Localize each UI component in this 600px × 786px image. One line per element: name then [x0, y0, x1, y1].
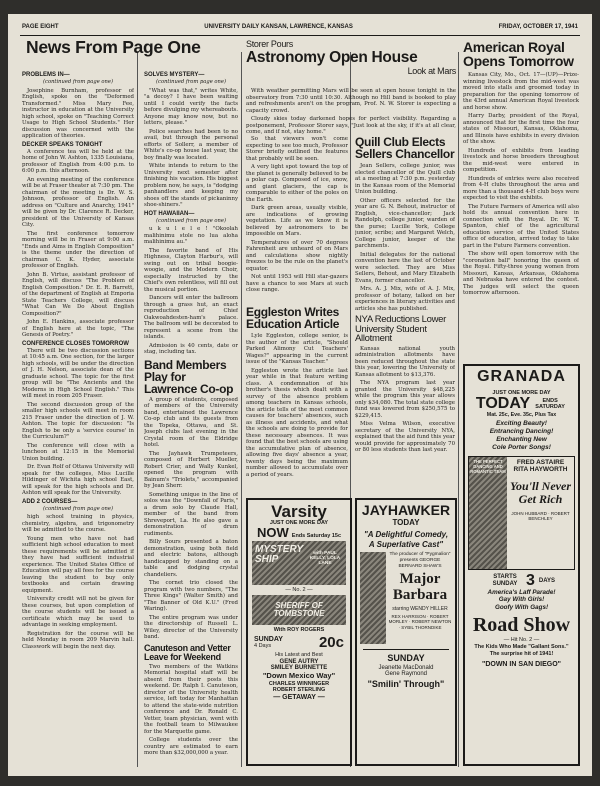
paragraph: Dark green areas, usually visible, are indications of growing vegetation. Life as we know it is believed by astronomers to be impossible on Mars.: [246, 205, 348, 237]
issue-date: FRIDAY, OCTOBER 17, 1941: [498, 24, 578, 30]
ad-line: His Latest and Best: [275, 652, 323, 658]
paragraph: College students over the country are estimated to earn more than $32,000,000 a year.: [144, 737, 238, 756]
story-headline: Quill Club Elects Sellers Chancellor: [355, 136, 455, 161]
paragraph: Initial delegates for the national convention here the last of October were selected. They are Miss Sellers, Behout, and Mary Elizabeth Evans, former chancellor.: [355, 251, 455, 284]
paragraph: Kansas national youth administration allotments have been reduced throughout the state this year, lowering the University of Kansas allotment to $13,376.: [355, 345, 455, 378]
ad-line: STARTS SUNDAY: [492, 573, 518, 587]
paragraph: Mrs. A. J. Mix, wife of A. J. Mix, professor of botany, talked on her experiences in literary activities and articles she has published.: [355, 286, 455, 312]
paragraph: The second discussion group of the smaller high schools will meet in room 215 Fraser under the direction of J. W. Ashton. The topic for discussion: "Is English to be only a 'service course' in the Curriculum?": [22, 401, 134, 440]
paragraph: Temperatures of over 70 degrees Fahrenheit are unheard of on Mars and calculations show nightly freezes to be the rule on the planet's equator.: [246, 239, 348, 272]
ad-line: DAYS: [538, 577, 556, 584]
theater-name: Varsity: [271, 502, 327, 521]
paragraph: John B. Virtue, assistant professor of English, will discuss "The Problem of English Composition." Dr. E. R. Barrett, of the department of English at Emporia State Teachers College, will discuss "What Can We Do About English Composition?": [22, 271, 134, 317]
film-title: "DOWN IN SAN DIEGO": [482, 660, 561, 668]
ad-slogan: "A Delightful Comedy, A Superlative Cast": [363, 530, 449, 549]
film-poster: [468, 456, 575, 570]
sunday-label: SUNDAY: [387, 653, 425, 664]
today-label: TODAY: [475, 395, 531, 412]
paragraph: The NYA program last year granted the University $48,225 while the program this year allows only $34,080. The total state college fund was lowered from $250,575 to $229,415.: [355, 380, 455, 419]
paragraph: University credit will not be given for these courses, but upon completion of the course students will be issued a certificate which may be used to advantage in seeking employment.: [22, 596, 134, 628]
story-subheading: DECKER SPEAKS TONIGHT: [22, 141, 103, 148]
story-headline: NYA Reductions Lower University Student Allotment: [355, 314, 446, 344]
paragraph: Dr. Evan Rolf of Ottawa University will speak for the colleges, Miss Lucille Hildinger of Wichita high school East, will speak for the high schools and Dr. Ashton will speak for the University.: [22, 464, 134, 496]
column-rule: [241, 52, 242, 767]
ad-tagline: Exciting Beauty!: [496, 420, 547, 427]
actor-photo: [360, 552, 386, 644]
paragraph: A very light spot toward the top of the planet is generally believed to be a polar cap. Composed of ice, snow, and giant glaciers, the cap is comparable to either of the poles on the Earth.: [246, 164, 348, 203]
ad-line: 4 Days: [254, 643, 272, 649]
ad-tagline: America's Laff Parade!: [487, 588, 556, 596]
story-heading: HOT HAWAIIAN—: [144, 210, 195, 217]
dancers-photo: [469, 457, 507, 569]
kicker: Storer Pours: [246, 39, 293, 49]
cast-line: FRED ASTAIRE RITA HAYWORTH: [513, 458, 568, 474]
cast-line: with PAUL KELLY, LOLA LANE: [309, 551, 341, 566]
paragraph: Billy Sours presented a baton demonstration, using both field and electric batons, although handicapped by standing on a table and dodging crystal chandeliers.: [144, 539, 238, 578]
story-deck: Look at Mars: [407, 65, 456, 76]
column-rule: [137, 52, 138, 767]
story-headline: Canuteson and Vetter Leave for Weekend: [144, 642, 231, 662]
paragraph: The favorite band of His Highness, Clayton Harbur's, will swing out on tribal boogie-woogie, and the Modern Choir, especially instructed by the Chief's own relentless, will fill out the musical portion.: [144, 247, 238, 293]
continued-line: (continued from page one): [156, 217, 226, 224]
column-4: [355, 136, 455, 492]
paragraph: The Jayhawk Trumpeteers, composed of Herbert Mueller, Robert Crier, and Wally Kunkel, opened the program with Bainum's "Triolets," accompanied by Jean Sherr.: [144, 450, 238, 489]
masthead-rule: [20, 35, 580, 36]
column-3-upper: [246, 136, 348, 302]
continued-line: (continued from page one): [43, 505, 113, 512]
theater-name: GRANADA: [477, 368, 566, 385]
paper-name: UNIVERSITY DAILY KANSAN, LAWRENCE, KANSAS: [204, 24, 353, 30]
column-rule: [458, 52, 459, 767]
ad-tagline: Entrancing Dancing!: [489, 428, 554, 436]
paragraph: The Future Farmers of America will also hold its annual convention here in connection with the Royal. Dr. W. T. Spanton, chief of the agricultural education service of the United States office of education, arrived today to take part in the Future Farmers convention.: [463, 203, 579, 249]
column-5: [463, 40, 579, 364]
cast-line: REX HARRISON · ROBERT MORLEY · ROBERT NEWTON · SYBIL THORNDIKE: [388, 613, 452, 630]
story-subheading: CONFERENCE CLOSES TOMORROW: [22, 340, 129, 347]
theater-name: JAYHAWKER: [361, 502, 451, 518]
astronomy-headline-block: [246, 40, 456, 76]
paragraph: So that viewers won't come expecting to see too much, Professor Storer briefly outlined the features that probably will be seen.: [246, 136, 348, 162]
paragraph: Other officers selected for the year are G. N. Behout, instructor of English, vice-chancellor; Jack Randolph, college junior, warden of the purse; Lucille York, College junior, scribe; and Margaret Welch, College junior, keeper of the parchments.: [355, 197, 455, 249]
varsity-theater-ad: [246, 498, 352, 766]
story-headline: American Royal Opens Tomorrow: [463, 40, 574, 69]
paragraph: White intends to return to the University next semester after finishing his vacation. His biggest problem now, he says, is "dodging panhandlers and keeping my shoes off the stands of pickaninny shoe-shiners.": [144, 163, 238, 208]
paragraph: The entire program was under the directorship of Russell L. Wiley, director of the University band.: [144, 614, 238, 640]
section-title: News From Page One: [26, 37, 201, 57]
story-heading: ADD 2 COURSES—: [22, 498, 78, 505]
paragraph: A group of students, composed of members of the University band, entertained the Lawrence Co-op club and its guests from the Topeka, Ottawa, and St. Joseph clubs last evening in the Crystal room of the Eldridge hotel.: [144, 396, 238, 448]
column-1: [22, 70, 134, 770]
ad-tagline: Gay With Girls!: [498, 596, 545, 604]
paragraph: Hundreds of entries were also received from 4-H clubs throughout the area and more than a thousand 4-H club boys were expected to visit the exhibits.: [463, 175, 579, 201]
ad-line: Mat. 25c, Eve. 35c, Plus Tax: [486, 412, 557, 418]
film-title: "Smilin' Through": [367, 679, 445, 690]
ad-blurb: The Kids Who Made "Gallant Sons." The surprise hit of 1941!: [474, 644, 569, 657]
paragraph: An evening meeting of the conference will be at Fraser theater at 7:30 pm. The chairman of the meeting is Dr. W. S. Johnson, professor of English. An address on "Culture and Anarchy, 1941" will be given by Dr. Clarence R. Decker, president of the University of Kansas City.: [22, 176, 134, 228]
paragraph: Admission is 40 cents, date or stag, including tax.: [144, 342, 238, 355]
ad-line: starring WENDY HILLER: [392, 605, 448, 612]
granada-theater-ad: [463, 364, 580, 766]
paragraph: Lyle Eggleston, college senior, is the author of the article, "Should Parked Alimony Cut Teachers' Wages?" appearing in the current issue of the "Kansas Teacher.": [246, 333, 348, 365]
paragraph: Police searches had been to no avail, but through the personal efforts of Sollerr, a member of White's co-op house last year, the boy finally was located.: [144, 128, 238, 161]
paragraph: Eggleston wrote the article last year while in that feature writing class. A condemnation of his brother's thesis which dealt with a survey of the absence problem among teachers in Kansas schools, the article tells of the most common causes for teachers' absences, such as illness and accidents, and what the schools are doing to provide for these necessary absences. It was found that the best schools are using the accumulative plan of absence, allowing five days' absence a year, twenty days being the maximum number allowed to accumulate over a period of years.: [246, 367, 348, 478]
story-headline: Eggleston Writes Education Article: [246, 306, 340, 331]
jayhawker-theater-ad: [355, 498, 457, 766]
column-2: [144, 70, 238, 770]
newspaper-page: [8, 14, 592, 776]
paragraph: Registration for the course will be held Monday in room 209 Marvin hall. Classwork will begin the next day.: [22, 630, 134, 650]
day-count: 3: [525, 571, 535, 589]
paragraph: Dancers will enter the ballroom through a grass hut, an exact reproduction of Chief Oakwoahdesten-ham's palace. The ballroom will be decorated to represent a scene from the islands.: [144, 295, 238, 340]
paragraph: Miss Velma Wilson, executive secretary of the University NYA, explained that the aid fund this year would provide for approximately 70 or 80 less students than last year.: [355, 421, 455, 453]
ad-tagline: Goofy With Gags!: [494, 604, 549, 612]
astronomy-lead: [246, 88, 456, 134]
paragraph: With weather permitting Mars will be seen at open house tonight in the observatory from 7:30 until 10:30. Although no Hill band is booked to play and refreshments aren't on the program, Prof. N. W. Storer is expecting a capacity crowd.: [246, 88, 456, 114]
masthead: [22, 22, 578, 32]
now-label: NOW: [257, 525, 289, 540]
film-title: — GETAWAY —: [273, 693, 325, 701]
film-title: "Down Mexico Way": [262, 671, 336, 680]
paragraph: Something unique in the line of solos was the "Downfall of Paris," a drum solo by Claude Hall, member of the band from Shreveport, La. He also gave a demonstration of drum rudiments.: [144, 491, 238, 537]
paragraph: The conference will close with a luncheon at 12:15 in the Memorial Union building.: [22, 442, 134, 462]
story-headline: Astronomy Open House: [246, 49, 418, 66]
ad-line: JUST ONE MORE DAY: [269, 520, 329, 526]
page-number: PAGE EIGHT: [22, 24, 59, 30]
paragraph: Two members of the Watkins Memorial hospital staff will be absent from their posts this weekend. Dr. Ralph I. Canuteson, director of the University health service, left today for Manhattan to attend the state-wide nutrition conference and Dr. Ronald C. Vetter, team physician, went with the football team to Milwaukee for the Marquette game.: [144, 663, 238, 735]
cast-line: GENE AUTRY SMILEY BURNETTE: [270, 659, 328, 671]
serial-title: SHERIFF OF TOMBSTONE: [273, 601, 325, 618]
film-title: You'll Never Get Rich: [510, 479, 571, 506]
paragraph: Harry Darby, president of the Royal, announced that for the first time the four states of Missouri, Kansas, Oklahoma, and Illinois have exhibits in every division of the show.: [463, 113, 579, 145]
story-heading: PROBLEMS IN—: [22, 72, 70, 78]
today-label: TODAY: [392, 518, 420, 527]
ad-line: JUST ONE MORE DAY: [492, 390, 551, 396]
film-still-photo: [252, 541, 346, 585]
cast-line: JOHN HUBBARD · ROBERT BENCHLEY: [511, 511, 570, 522]
column-3-lower: [246, 306, 348, 494]
paragraph: Kansas City, Mo., Oct. 17—(UP)—Prize-winning livestock from the mid-west was moved into stalls and groomed today in preparation for the opening tomorrow of the 43rd annual American Royal livestock and horse show.: [463, 72, 579, 111]
serial-photo: [252, 595, 346, 625]
poster-line: THE PERFECT DANCING AND ROMANTIC TEAM: [470, 458, 506, 474]
paragraph: "What was that," writes White, "a decoy? I have been waiting until I could verify the facts before divulging my whereabouts. Anyone may know now, but no letters, please.": [144, 87, 238, 126]
continued-line: (continued from page one): [43, 79, 113, 85]
story-headline: Band Members Play for Lawrence Co-op: [144, 357, 234, 396]
film-title: Road Show: [472, 614, 571, 637]
ad-line: With ROY ROGERS: [273, 627, 325, 633]
ad-tagline: Cole Porter Songs!: [492, 444, 551, 452]
paragraph: The first conference tomorrow morning will be in Fraser at 9:00 a.m. "Ends and Aims in English Composition" is the theme under the direction of chairman C. K. Hyder, associate professor of English.: [22, 230, 134, 269]
cast-line: Jeanette MacDonald Gene Raymond: [378, 665, 434, 678]
paragraph: Hundreds of exhibits from leading livestock and horse breeders throughout the mid-west were entered in competition.: [463, 147, 579, 173]
paragraph: high school training in physics, chemistry, algebra, and trigonometry will be admitted to the course.: [22, 514, 134, 533]
ad-line: Ends Saturday 15c: [291, 533, 341, 539]
ad-tagline: Enchanting New: [496, 436, 547, 444]
chapter-line: — No. 2 —: [285, 587, 313, 593]
paragraph: Young men who have not had sufficient high school education to meet these requirements will be admitted if they have had sufficient industrial experience. The United States Office of Education will pay all fees for the course leaving the student to buy only textbooks and certain drawing equipment.: [22, 535, 134, 594]
story-heading: SOLVES MYSTERY—: [144, 72, 205, 78]
continued-line: (continued from page one): [156, 79, 226, 85]
paragraph: There will be two discussion sections at 10:45 a.m. One section, for the larger high schools, will be under the direction of J. H. Nelson, associate dean of the graduate school. The topic for the first group will be "The Ancients and the Moderns in High School English." This will meet in room 205 Fraser.: [22, 347, 134, 399]
cast-line: CHARLES WINNINGER ROBERT STERLING: [268, 680, 330, 693]
paragraph: Not until 1953 will Hill star-gazers have a chance to see Mars at such close range.: [246, 274, 348, 293]
paragraph: John E. Hankins, associate professor of English here at the topic, "The Genesis of Poetry.": [22, 319, 134, 338]
paragraph: The show will open tomorrow with the "coronation ball" honoring the queen of the Royal. Fifty-three young women from Missouri, Kansas, Arkansas, Oklahoma and Nebraska have entered the contest. The judges will select the queen tomorrow afternoon.: [463, 251, 579, 296]
ad-line: The producer of "Pygmalion" presents GEORGE BERNARD SHAW'S: [389, 552, 451, 569]
ad-line: — Hit No. 2 —: [503, 637, 540, 644]
paragraph: Cloudy skies today darkened hopes for perfect visibility. Regarding a postponement, Professor Storer says, "Just look at the sky, if it's at all clear, come, and if not, stay home.": [246, 116, 456, 134]
paragraph: The cornet trio closed the program with two numbers, "The Three Kings" (Walter Smith) and "The Banner of Old K.U." (Fred Waring).: [144, 580, 238, 612]
paragraph: u k u l e l e ! "Okoolah malihinimu stole no lua aloha malihinimu au.": [144, 226, 238, 245]
price-label: 20c: [318, 634, 344, 651]
paragraph: Jean Sellers, college junior, was elected chancellor of the Quill club at a meeting at 7:30 p.m. yesterday in the Kansas room of the Memorial Union building.: [355, 163, 455, 195]
paragraph: A conference tea will be held at the home of John W. Ashton, 1335 Louisiana, professor of English from 4:00 p.m. to 6:00 p.m. this afternoon.: [22, 148, 134, 174]
paragraph: Josephine Burnham, professor of English, spoke on the "Deformed Transformed." Miss Mary Fee, instructor in education at the University high school, spoke on "Teaching Correct Usage to High School Students." Her discussion was concerned with the application of theories.: [22, 87, 134, 139]
sunday-label: SUNDAY: [254, 636, 283, 643]
film-title: Major Barbara: [392, 571, 448, 604]
film-title: MYSTERY SHIP: [255, 544, 303, 565]
ad-line: ENDS SATURDAY: [535, 397, 565, 410]
